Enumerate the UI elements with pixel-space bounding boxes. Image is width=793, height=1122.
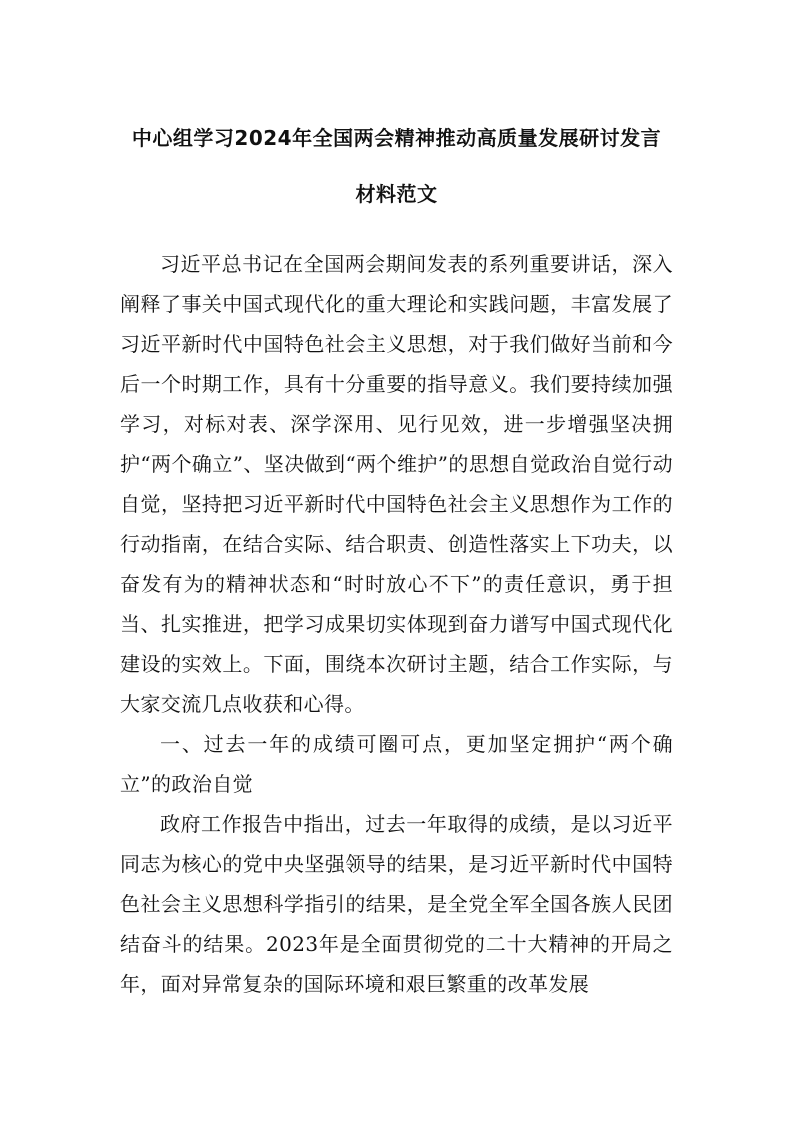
body-paragraph: 政府工作报告中指出，过去一年取得的成绩，是以习近平同志为核心的党中央坚强领导的结果，是习近平新时代中国特色社会主义思想科学指引的结果，是全党全军全国各族人民团结奋斗的结果。2023年是全面贯彻党的二十大精神的开局之年，面对异常复杂的国际环境和艰巨繁重的改革发展: [120, 812, 673, 996]
section-heading-1: 一、过去一年的成绩可圈可点，更加坚定拥护“两个确立”的政治自觉: [120, 732, 673, 796]
title-line-2: 材料范文: [355, 182, 438, 206]
document-body: [120, 244, 673, 1004]
intro-paragraph: 习近平总书记在全国两会期间发表的系列重要讲话，深入阐释了事关中国式现代化的重大理论和实践问题，丰富发展了习近平新时代中国特色社会主义思想，对于我们做好当前和今后一个时期工作，具有十分重要的指导意义。我们要持续加强学习，对标对表、深学深用、见行见效，进一步增强坚决拥护“两个确立”、坚决做到“两个维护”的思想自觉政治自觉行动自觉，坚持把习近平新时代中国特色社会主义思想作为工作的行动指南，在结合实际、结合职责、创造性落实上下功夫，以奋发有为的精神状态和“时时放心不下”的责任意识，勇于担当、扎实推进，把学习成果切实体现到奋力谱写中国式现代化建设的实效上。下面，围绕本次研讨主题，结合工作实际，与大家交流几点收获和心得。: [120, 252, 673, 716]
document-title: [120, 126, 673, 206]
title-line-1: 中心组学习2024年全国两会精神推动高质量发展研讨发言: [131, 126, 662, 150]
